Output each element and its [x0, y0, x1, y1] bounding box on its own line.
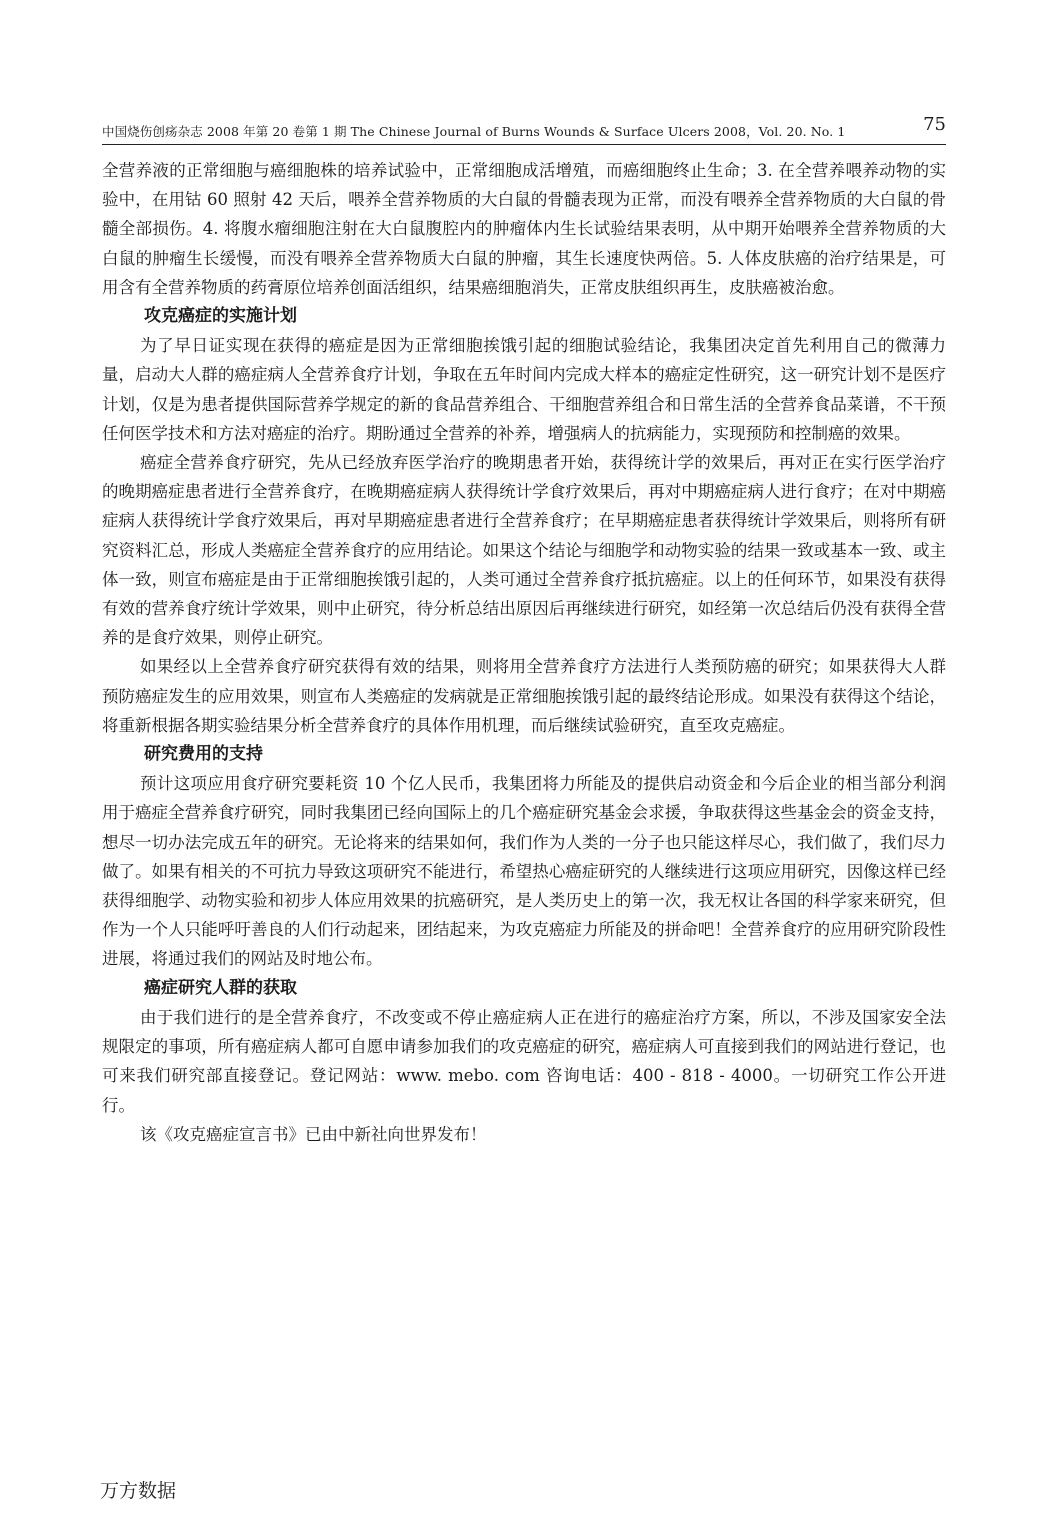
page-number: 75 — [923, 114, 946, 135]
paragraph: 为了早日证实现在获得的癌症是因为正常细胞挨饿引起的细胞试验结论，我集团决定首先利用自己的微薄力量，启动大人群的癌症病人全营养食疗计划，争取在五年时间内完成大样本的癌症定性研究，这一研究计划不是医疗计划，仅是为患者提供国际营养学规定的新的食品营养组合、干细胞营养组合和日常生活的全营养食品菜谱，不干预任何医学技术和方法对癌症的治疗。期盼通过全营养的补养，增强病人的抗病能力，实现预防和控制癌的效果。 — [102, 336, 946, 443]
journal-citation: 中国烧伤创疡杂志 2008 年第 20 卷第 1 期 The Chinese Journal of Burns Wounds & Surface Ulcers 2008，Vol. 20. No. 1 — [102, 124, 846, 139]
paragraph: 如果经以上全营养食疗研究获得有效的结果，则将用全营养食疗方法进行人类预防癌的研究；如果获得大人群预防癌症发生的应用效果，则宣布人类癌症的发病就是正常细胞挨饿引起的最终结论形成。如果没有获得这个结论，将重新根据各期实验结果分析全营养食疗的具体作用机理，而后继续试验研究，直至攻克癌症。 — [102, 657, 946, 735]
paragraph: 预计这项应用食疗研究要耗资 10 个亿人民币，我集团将力所能及的提供启动资金和今后企业的相当部分利润用于癌症全营养食疗研究，同时我集团已经向国际上的几个癌症研究基金会求援，争取获得这些基金会的资金支持，想尽一切办法完成五年的研究。无论将来的结果如何，我们作为人类的一分子也只能这样尽心，我们做了，我们尽力做了。如果有相关的不可抗力导致这项研究不能进行，希望热心癌症研究的人继续进行这项应用研究，因像这样已经获得细胞学、动物实验和初步人体应用效果的抗癌研究，是人类历史上的第一次，我无权让各国的科学家来研究，但作为一个人只能呼吁善良的人们行动起来，团结起来，为攻克癌症力所能及的拼命吧！全营养食疗的应用研究阶段性进展，将通过我们的网站及时地公布。 — [102, 774, 946, 969]
paragraph: 癌症全营养食疗研究，先从已经放弃医学治疗的晚期患者开始，获得统计学的效果后，再对正在实行医学治疗的晚期癌症患者进行全营养食疗，在晚期癌症病人获得统计学食疗效果后，再对中期癌症病人进行食疗；在对中期癌症病人获得统计学食疗效果后，再对早期癌症患者进行全营养食疗；在早期癌症患者获得统计学效果后，则将所有研究资料汇总，形成人类癌症全营养食疗的应用结论。如果这个结论与细胞学和动物实验的结果一致或基本一致、或主体一致，则宣布癌症是由于正常细胞挨饿引起的，人类可通过全营养食疗抵抗癌症。以上的任何环节，如果没有获得有效的营养食疗统计学效果，则中止研究，待分析总结出原因后再继续进行研究，如经第一次总结后仍没有获得全营养的是食疗效果，则停止研究。 — [102, 453, 946, 648]
paragraph: 由于我们进行的是全营养食疗，不改变或不停止癌症病人正在进行的癌症治疗方案，所以，不涉及国家安全法规限定的事项，所有癌症病人都可自愿申请参加我们的攻克癌症的研究，癌症病人可直接到我们的网站进行登记，也可来我们研究部直接登记。登记网站：www. mebo. com 咨询电话：400 - 818 - 4000。一切研究工作公开进行。 — [102, 1007, 946, 1115]
section-heading: 攻克癌症的实施计划 — [144, 306, 297, 327]
paragraph: 该《攻克癌症宣言书》已由中新社向世界发布！ — [140, 1124, 487, 1144]
wanfang-data-logo: 万方数据 — [100, 1480, 177, 1502]
section-heading: 研究费用的支持 — [144, 744, 263, 765]
paragraph: 全营养液的正常细胞与癌细胞株的培养试验中，正常细胞成活增殖，而癌细胞终止生命；3. 在全营养喂养动物的实验中，在用钴 60 照射 42 天后，喂养全营养物质的大白鼠的骨髓表现为正常，而没有喂养全营养物质的大白鼠的骨髓全部损伤。4. 将腹水瘤细胞注射在大白鼠腹腔内的肿瘤体内生长试验结果表明，从中期开始喂养全营养物质的大白鼠的肿瘤生长缓慢，而没有喂养全营养物质大白鼠的肿瘤，其生长速度快两倍。5. 人体皮肤癌的治疗结果是，可用含有全营养物质的药膏原位培养创面活组织，结果癌细胞消失，正常皮肤组织再生，皮肤癌被治愈。 — [102, 161, 946, 297]
section-heading: 癌症研究人群的获取 — [144, 977, 297, 998]
running-header — [102, 114, 946, 145]
article-body — [102, 156, 946, 1149]
